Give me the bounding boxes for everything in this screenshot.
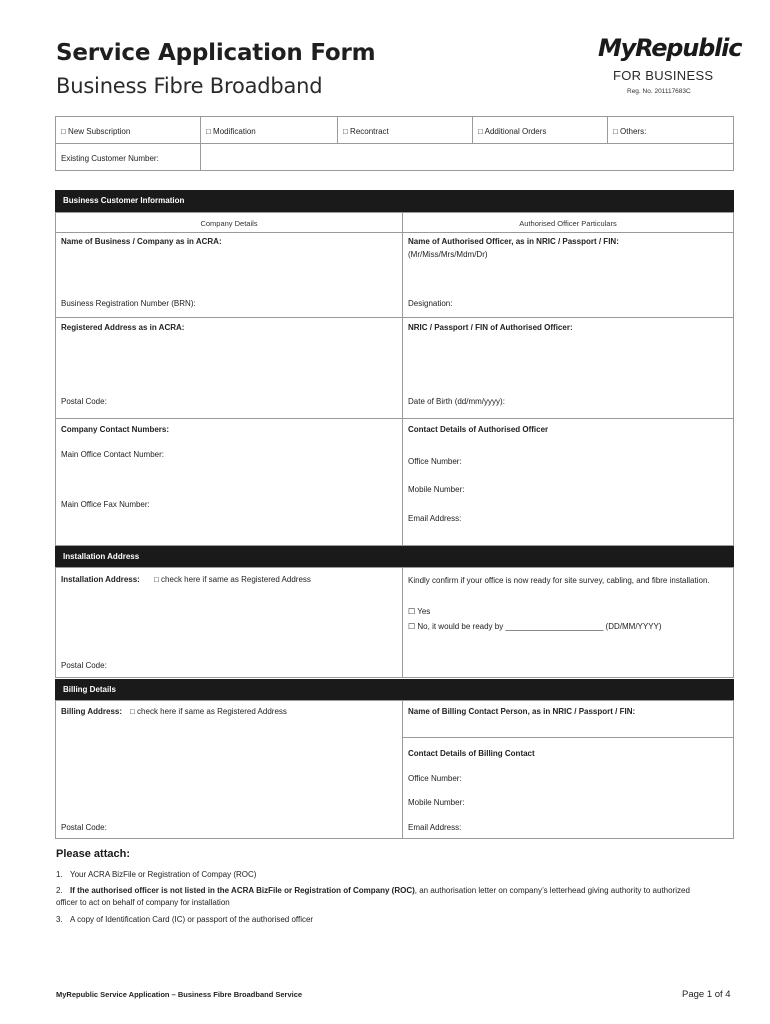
attachment-item [56,885,696,909]
company-logo: MyRepublic [598,34,742,62]
installation-same-as-checkbox[interactable]: □ check here if same as Registered Address [154,575,311,584]
billing-same-as-checkbox[interactable]: □ check here if same as Registered Address [130,707,287,716]
option-others[interactable]: □ Others: [613,127,647,136]
officer-office-number-label: Office Number: [408,457,462,466]
billing-table [55,700,734,839]
divider [55,232,734,233]
divider [55,418,734,419]
officer-email-label: Email Address: [408,514,462,523]
ready-no-option[interactable]: ☐ No, it would be ready by ______________________ (DD/MM/YYYY) [408,622,662,631]
business-info-table [55,212,734,546]
business-name-label: Name of Business / Company as in ACRA: [61,237,222,246]
divider [200,116,201,143]
form-title: Service Application Form [56,40,376,66]
divider [402,737,734,738]
officer-mobile-number-label: Mobile Number: [408,485,465,494]
postal-code-label: Postal Code: [61,397,107,406]
attachment-number: 2. [56,886,63,895]
registration-number: Reg. No. 201117683C [627,88,691,95]
footer-document-name: MyRepublic Service Application – Business Fibre Broadband Service [56,990,303,999]
attachment-text: Your ACRA BizFile or Registration of Compay (ROC) [70,870,257,879]
section-business-info: Business Customer Information [55,190,734,212]
section-installation: Installation Address [55,546,734,567]
company-contact-label: Company Contact Numbers: [61,425,170,434]
option-recontract[interactable]: □ Recontract [343,127,389,136]
billing-postal-code-label: Postal Code: [61,823,107,832]
option-modification[interactable]: □ Modification [206,127,256,136]
attachment-text: A copy of Identification Card (IC) or passport of the authorised officer [70,915,314,924]
option-new-subscription[interactable]: □ New Subscription [61,127,131,136]
billing-contact-details-label: Contact Details of Billing Contact [408,749,535,758]
divider [402,212,403,546]
logo-tagline: FOR BUSINESS [613,68,714,83]
attachments-title: Please attach: [56,848,130,860]
billing-office-number-label: Office Number: [408,774,462,783]
divider [337,116,338,143]
installation-address-label: Installation Address: [61,575,140,584]
attachment-item [56,869,696,881]
form-subtitle: Business Fibre Broadband [56,74,323,98]
divider [402,567,403,678]
nric-label: NRIC / Passport / FIN of Authorised Officer: [408,323,573,332]
attachment-number: 3. [56,915,63,924]
option-additional-orders[interactable]: □ Additional Orders [478,127,547,136]
attachment-bold-text: If the authorised officer is not listed in the ACRA BizFile or Registration of Company (ROC) [70,886,415,895]
billing-email-label: Email Address: [408,823,462,832]
registered-address-label: Registered Address as in ACRA: [61,323,185,332]
installation-postal-code-label: Postal Code: [61,661,107,670]
officer-contact-label: Contact Details of Authorised Officer [408,425,549,434]
existing-customer-label: Existing Customer Number: [61,154,159,163]
billing-contact-name-label: Name of Billing Contact Person, as in NRIC / Passport / FIN: [408,707,636,716]
main-office-fax-label: Main Office Fax Number: [61,500,150,509]
brn-label: Business Registration Number (BRN): [61,299,196,308]
attachment-item [56,914,696,926]
dob-label: Date of Birth (dd/mm/yyyy): [408,397,505,406]
ready-yes-option[interactable]: ☐ Yes [408,607,431,616]
footer-page-number: Page 1 of 4 [682,989,731,1000]
divider [55,317,734,318]
divider [472,116,473,143]
section-billing: Billing Details [55,679,734,700]
officer-name-hint: (Mr/Miss/Mrs/Mdm/Dr) [408,250,488,259]
attachment-number: 1. [56,870,63,879]
main-office-contact-label: Main Office Contact Number: [61,450,165,459]
divider [607,116,608,143]
readiness-question: Kindly confirm if your office is now ready for site survey, cabling, and fibre installation. [408,576,710,585]
existing-customer-field[interactable] [201,144,733,170]
divider [402,700,403,839]
col-officer-particulars: Authorised Officer Particulars [519,219,617,228]
billing-mobile-number-label: Mobile Number: [408,798,465,807]
col-company-details: Company Details [200,219,258,228]
attachment-text: , an authorisation letter on company’s letterhead giving authority to authorized officer to act on behalf of company for installation [56,886,690,907]
billing-address-label: Billing Address: [61,707,123,716]
designation-label: Designation: [408,299,453,308]
officer-name-label: Name of Authorised Officer, as in NRIC / Passport / FIN: [408,237,619,246]
